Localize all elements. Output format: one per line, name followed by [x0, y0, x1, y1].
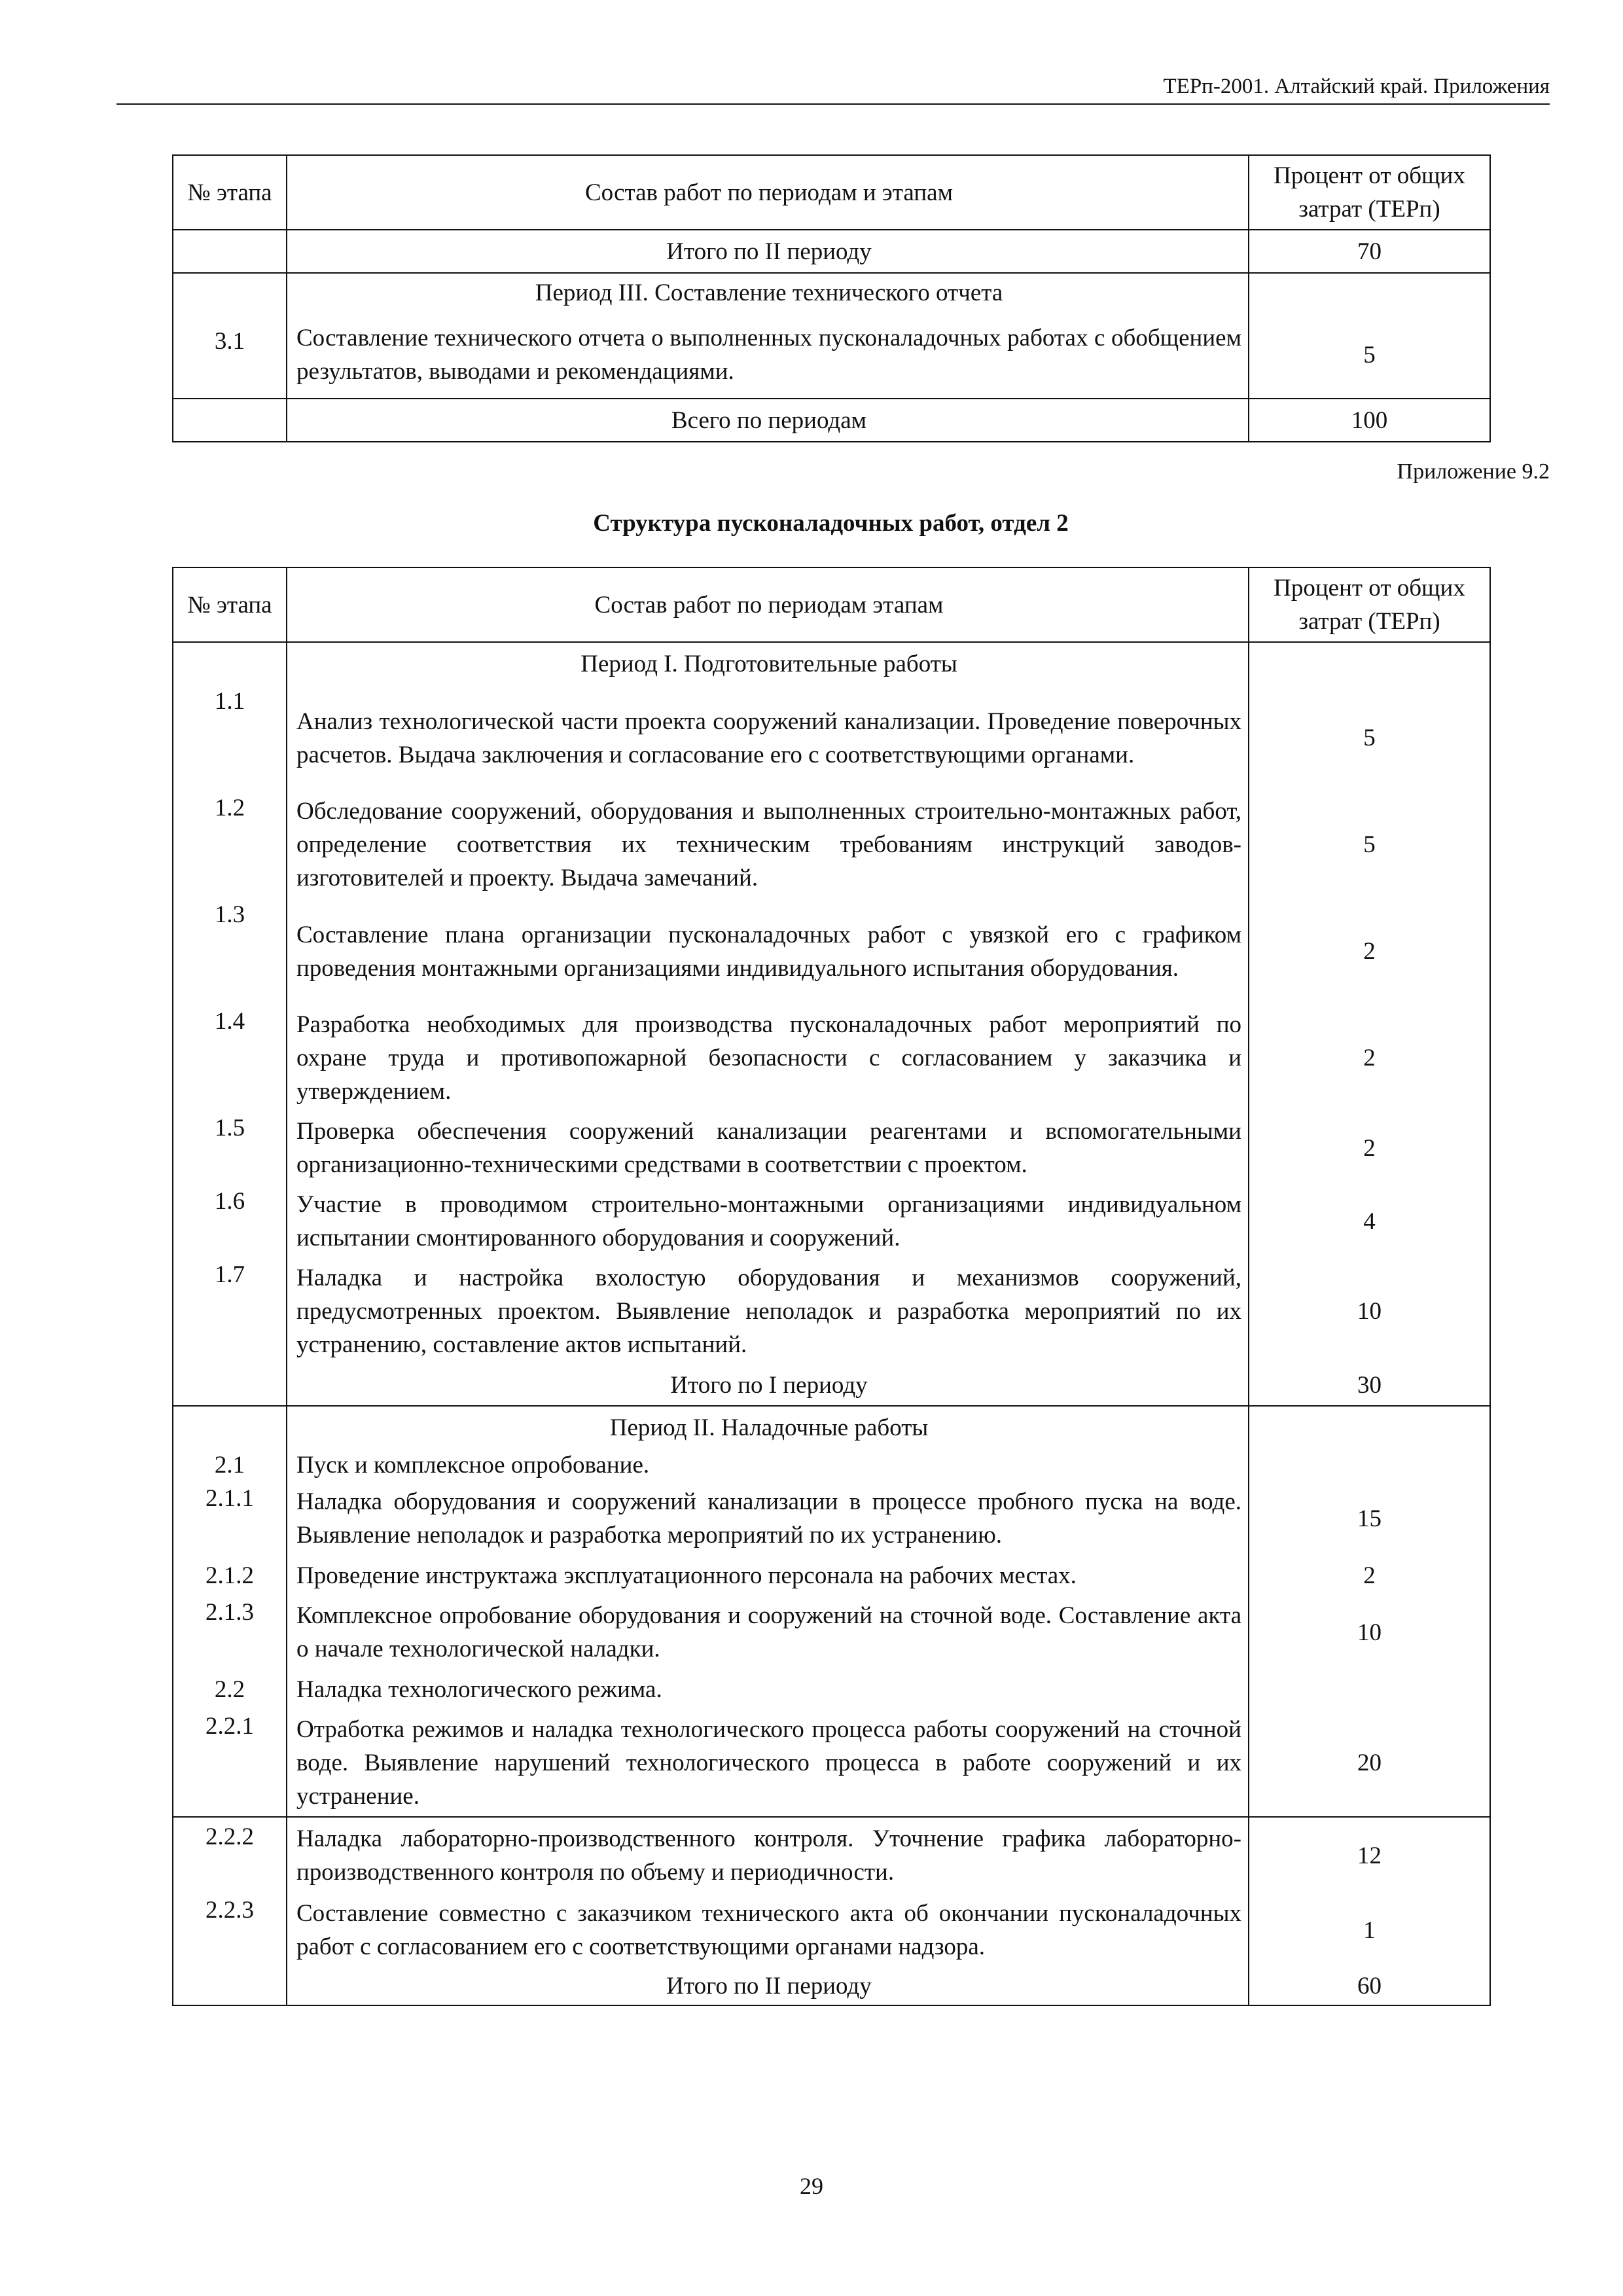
table-row: [173, 312, 1490, 399]
period-heading: Период II. Наладочные работы: [287, 1406, 1249, 1448]
stage-number: 2.2.2: [173, 1817, 287, 1893]
table-row: [173, 1817, 1490, 1893]
stage-number: [173, 399, 287, 442]
work-description: Наладка технологического режима.: [296, 1676, 662, 1703]
work-description: Наладка лабораторно-производственного контроля. Уточнение графика лабораторно-производственного контроля по объему и периодичности.: [287, 1817, 1249, 1893]
col-percent-header: Процент от общих затрат (ТЕРп): [1249, 155, 1490, 230]
stage-number: 1.3: [173, 898, 287, 1005]
percent-value: 5: [1249, 791, 1490, 898]
table-row: [173, 1258, 1490, 1365]
work-description: Проведение инструктажа эксплуатационного персонала на рабочих местах.: [296, 1562, 1077, 1589]
subtotal-label: Итого по II периоду: [287, 230, 1249, 273]
col-percent-header: Процент от общих затрат (ТЕРп): [1249, 567, 1490, 642]
table-row: [173, 898, 1490, 1005]
percent-value: [1249, 1448, 1490, 1482]
stage-number: 2.1: [173, 1448, 287, 1482]
percent-value: 2: [1249, 898, 1490, 1005]
running-head: ТЕРп-2001. Алтайский край. Приложения: [1163, 75, 1550, 98]
stage-number: 1.1: [173, 685, 287, 791]
percent-value: 2: [1249, 1555, 1490, 1596]
percent-value: 4: [1249, 1185, 1490, 1258]
stage-number: 1.5: [173, 1111, 287, 1185]
work-description: Наладка и настройка вхолостую оборудования и механизмов сооружений, предусмотренных проектом. Выявление неполадок и разработка мероприятий по их устранению, составление актов испытаний.: [296, 1265, 1241, 1358]
table-row: [173, 1669, 1490, 1710]
appendix-label: Приложение 9.2: [1397, 459, 1550, 484]
section-title: Структура пусконаладочных работ, отдел 2: [593, 510, 1069, 537]
table-row: [173, 273, 1490, 312]
work-description: Наладка оборудования и сооружений канализации в процессе пробного пуска на воде. Выявление неполадок и разработка мероприятий по их устранению.: [296, 1488, 1241, 1549]
work-description: Участие в проводимом строительно-монтажными организациями индивидуальном испытании смонтированного оборудования и сооружений.: [296, 1191, 1241, 1251]
work-description: Пуск и комплексное опробование.: [296, 1452, 650, 1479]
table-row: [173, 1365, 1490, 1406]
table-row: [173, 1555, 1490, 1596]
period-heading: Период III. Составление технического отчета: [287, 273, 1249, 312]
percent-value: 2: [1249, 1005, 1490, 1111]
table-row: [173, 1111, 1490, 1185]
col-stage-header: № этапа: [173, 155, 287, 230]
percent-value: [1249, 1669, 1490, 1710]
percent-value: 5: [1249, 685, 1490, 791]
stage-number: [173, 273, 287, 312]
percent-value: 1: [1249, 1893, 1490, 1967]
stage-number: [173, 642, 287, 685]
stage-number: 2.1.1: [173, 1482, 287, 1555]
work-description: Составление плана организации пусконаладочных работ с увязкой его с графиком проведения монтажными организациями индивидуального испытания оборудования.: [296, 921, 1241, 982]
stage-number: 2.1.3: [173, 1596, 287, 1669]
stage-number: 3.1: [173, 312, 287, 399]
stage-number: [173, 1365, 287, 1406]
work-description: Разработка необходимых для производства пусконаладочных работ мероприятий по охране труда и противопожарной безопасности с согласованием у заказчика и утверждением.: [296, 1011, 1241, 1105]
header-rule: [116, 103, 1550, 105]
work-description: Анализ технологической части проекта сооружений канализации. Проведение поверочных расчетов. Выдача заключения и согласование его с соответствующими органами.: [296, 708, 1241, 768]
percent-value: 2: [1249, 1111, 1490, 1185]
stage-number: 1.7: [173, 1258, 287, 1365]
stage-number: 2.2.1: [173, 1710, 287, 1817]
table-row: [173, 685, 1490, 791]
table-row: [173, 1596, 1490, 1669]
col-work-header: Состав работ по периодам этапам: [287, 567, 1249, 642]
percent-value: 60: [1249, 1967, 1490, 2005]
table-row: [173, 1185, 1490, 1258]
work-description: Составление технического отчета о выполненных пусконаладочных работах с обобщением результатов, выводами и рекомендациями.: [287, 312, 1249, 399]
table-header-row: [173, 567, 1490, 642]
total-label: Всего по периодам: [287, 399, 1249, 442]
table-row: [173, 1893, 1490, 1967]
table-row: [173, 399, 1490, 442]
col-stage-header: № этапа: [173, 567, 287, 642]
stage-number: 2.2.3: [173, 1893, 287, 1967]
stage-number: 1.4: [173, 1005, 287, 1111]
percent-value: 12: [1249, 1817, 1490, 1893]
stage-number: [173, 1406, 287, 1448]
percent-value: 20: [1249, 1710, 1490, 1817]
percent-value: 5: [1249, 312, 1490, 399]
stage-number: [173, 1967, 287, 2005]
page-number: 29: [800, 2173, 823, 2199]
work-description: Комплексное опробование оборудования и сооружений на сточной воде. Составление акта о начале технологической наладки.: [296, 1602, 1241, 1662]
percent-value: [1249, 642, 1490, 685]
work-description: Отработка режимов и наладка технологического процесса работы сооружений на сточной воде. Выявление нарушений технологического процесса в работе сооружений и их устранение.: [287, 1710, 1249, 1817]
percent-value: 10: [1249, 1596, 1490, 1669]
stage-number: 1.2: [173, 791, 287, 898]
percent-value: [1249, 1406, 1490, 1448]
table-header-row: [173, 155, 1490, 230]
period-heading: Период I. Подготовительные работы: [287, 642, 1249, 685]
stage-number: 2.1.2: [173, 1555, 287, 1596]
table-row: [173, 1482, 1490, 1555]
subtotal-label: Итого по II периоду: [287, 1967, 1249, 2005]
table-row: [173, 1710, 1490, 1817]
work-description: Обследование сооружений, оборудования и выполненных строительно-монтажных работ, определение соответствия их техническим требованиям инструкций заводов-изготовителей и проекту. Выдача замечаний.: [296, 798, 1241, 891]
work-structure-table-continued: [172, 154, 1491, 442]
percent-value: 100: [1249, 399, 1490, 442]
work-description: Проверка обеспечения сооружений канализации реагентами и вспомогательными организационно-техническими средствами в соответствии с проектом.: [296, 1118, 1241, 1178]
table-row: [173, 1406, 1490, 1448]
subtotal-label: Итого по I периоду: [287, 1365, 1249, 1406]
stage-number: 1.6: [173, 1185, 287, 1258]
percent-value: [1249, 273, 1490, 312]
stage-number: 2.2: [173, 1669, 287, 1710]
table-row: [173, 1448, 1490, 1482]
percent-value: 70: [1249, 230, 1490, 273]
table-row: [173, 1967, 1490, 2005]
work-structure-table: [172, 567, 1491, 2006]
percent-value: 30: [1249, 1365, 1490, 1406]
stage-number: [173, 230, 287, 273]
percent-value: 15: [1249, 1482, 1490, 1555]
percent-value: 10: [1249, 1258, 1490, 1365]
table-row: [173, 791, 1490, 898]
table-row: [173, 230, 1490, 273]
work-description: Составление совместно с заказчиком технического акта об окончании пусконаладочных работ с согласованием его с соответствующими органами надзора.: [296, 1900, 1241, 1960]
table-row: [173, 642, 1490, 685]
table-row: [173, 1005, 1490, 1111]
col-work-header: Состав работ по периодам и этапам: [287, 155, 1249, 230]
